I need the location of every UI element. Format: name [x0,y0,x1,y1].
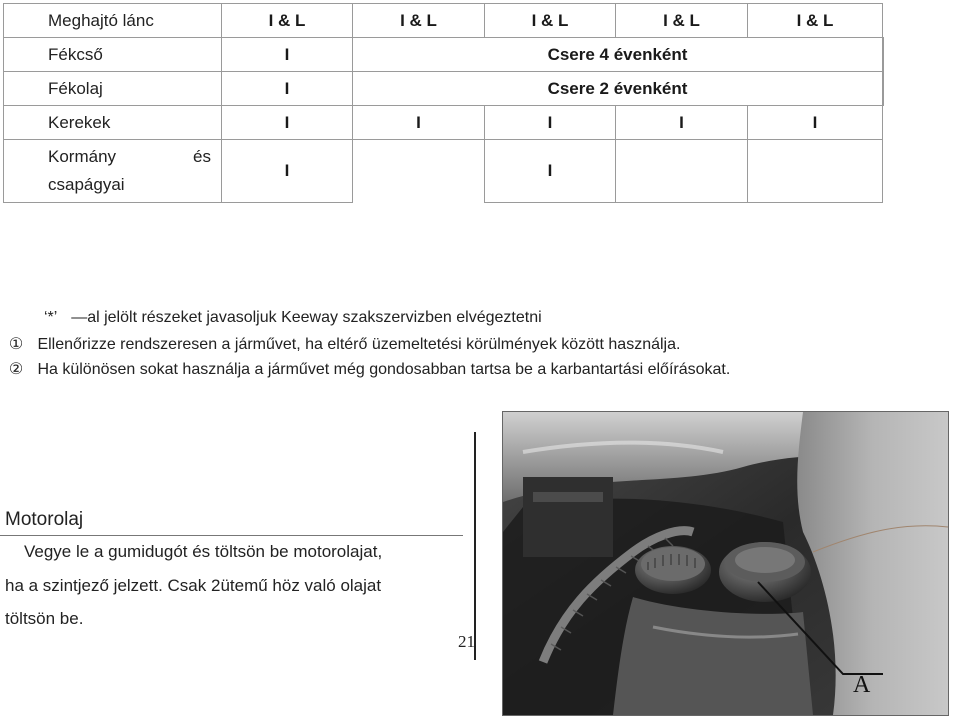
row-label: Fékcső [4,38,222,72]
oil-filler-photo [502,411,949,716]
table-cell: I [748,106,883,140]
note-star [44,309,542,327]
note-2-mark: ② [8,361,24,378]
row-label-part: és [193,147,211,166]
row-label: Fékolaj [4,72,222,106]
row-label-part: Kormány [48,147,117,166]
table-cell-empty [883,38,884,72]
maintenance-table [3,3,884,203]
row-label-part: csapágyai [48,175,125,194]
table-cell-span: Csere 4 évenként [353,38,883,72]
divider [0,535,463,536]
row-label [4,140,222,203]
table-row [4,4,884,38]
margin-rule [474,432,476,660]
table-cell: I & L [485,4,616,38]
table-cell: I [222,72,353,106]
table-cell: I & L [748,4,883,38]
body-text-line: Vegye le a gumidugót és töltsön be motorolajat, [24,542,383,561]
row-label: Meghajtó lánc [4,4,222,38]
table-cell: I & L [222,4,353,38]
table-row [4,72,884,106]
table-row [4,140,884,203]
table-cell: I [485,140,616,203]
note-2-text: Ha különösen sokat használja a járművet még gondosabban tartsa be a karbantartási előírásokat. [37,361,731,378]
note-star-text: —al jelölt részeket javasoljuk Keeway szakszervizben elvégeztetni [71,309,542,326]
body-text-line: töltsön be. [5,609,84,628]
table-cell: I [222,38,353,72]
table-cell-empty [883,72,884,106]
row-label: Kerekek [4,106,222,140]
table-row [4,38,884,72]
table-cell [616,140,748,203]
table-row [4,106,884,140]
table-cell [353,140,485,203]
note-1 [5,334,680,354]
table-cell: I [222,140,353,203]
note-1-mark: ① [8,336,24,353]
table-cell: I [485,106,616,140]
table-cell: I [353,106,485,140]
table-cell: I [222,106,353,140]
table-cell-span: Csere 2 évenként [353,72,883,106]
section-title: Motorolaj [5,509,84,530]
table-cell: I & L [353,4,485,38]
table-cell [748,140,883,203]
table-cell: I & L [616,4,748,38]
page-number: 21 [458,632,475,651]
table-cell: I [616,106,748,140]
note-star-mark: ‘*’ [44,309,57,326]
note-1-text: Ellenőrizze rendszeresen a járművet, ha eltérő üzemeltetési körülmények között használja. [37,336,681,353]
body-text-line: ha a szintjező jelzett. Csak 2ütemű höz való olajat [5,576,382,595]
note-2 [5,359,730,379]
callout-label: A [853,672,871,698]
